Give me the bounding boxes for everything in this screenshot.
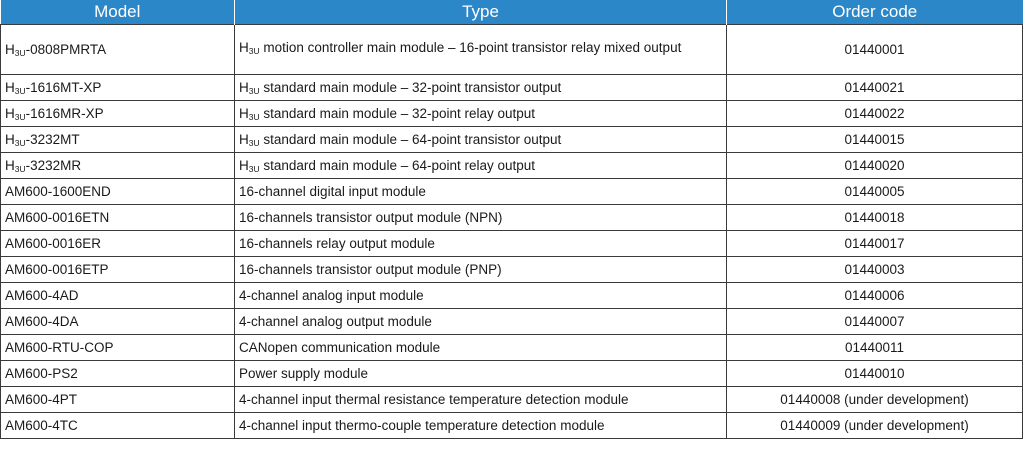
type-cell	[235, 257, 727, 283]
model-cell	[1, 413, 235, 439]
model-cell	[1, 127, 235, 153]
order-code-cell	[727, 257, 1023, 283]
series-subscript: 3U	[14, 137, 26, 148]
series-prefix: H	[239, 157, 249, 173]
order-code-cell	[727, 283, 1023, 309]
type-cell	[235, 179, 727, 205]
series-prefix: H	[5, 41, 15, 57]
type-cell-text: Power supply module	[239, 366, 369, 381]
series-subscript: 3U	[14, 163, 26, 174]
order-code-cell-text: 01440003	[844, 262, 905, 277]
table-header-row	[1, 0, 1023, 25]
type-cell-text: 16-channels relay output module	[239, 236, 435, 251]
type-cell	[235, 127, 727, 153]
series-prefix: H	[239, 40, 249, 55]
model-cell-text: AM600-4AD	[5, 288, 79, 303]
series-prefix: H	[5, 157, 15, 173]
series-prefix: H	[239, 131, 249, 147]
series-subscript: 3U	[248, 163, 260, 174]
type-cell-text: 4-channel input thermal resistance temperature detection module	[239, 392, 629, 407]
order-code-cell-text: 01440015	[844, 132, 905, 147]
model-cell-text: AM600-0016ETN	[5, 210, 110, 225]
series-subscript: 3U	[14, 111, 26, 122]
series-prefix: H	[5, 79, 15, 95]
type-cell	[235, 361, 727, 387]
model-cell-text: AM600-0016ER	[5, 236, 102, 251]
type-cell-text: 16-channel digital input module	[239, 184, 426, 199]
model-cell	[1, 205, 235, 231]
header-model: Model	[1, 0, 235, 25]
model-cell-text: AM600-4PT	[5, 392, 78, 407]
series-subscript: 3U	[248, 137, 260, 148]
table-row	[1, 153, 1023, 179]
type-cell	[235, 283, 727, 309]
series-subscript: 3U	[14, 47, 26, 58]
model-cell	[1, 257, 235, 283]
model-cell-text: -1616MR-XP	[25, 105, 104, 121]
table-row	[1, 361, 1023, 387]
order-code-cell	[727, 361, 1023, 387]
series-prefix: H	[5, 105, 15, 121]
table-row	[1, 25, 1023, 75]
table-row	[1, 413, 1023, 439]
model-cell	[1, 25, 235, 75]
model-cell-text: AM600-RTU-COP	[5, 340, 114, 355]
model-cell	[1, 387, 235, 413]
type-cell-text: 16-channels transistor output module (NPN)	[239, 210, 503, 225]
table-row	[1, 257, 1023, 283]
order-code-cell	[727, 179, 1023, 205]
order-code-cell-text: 01440022	[844, 106, 905, 121]
model-cell	[1, 283, 235, 309]
type-cell-text: 4-channel input thermo-couple temperature detection module	[239, 418, 605, 433]
series-subscript: 3U	[14, 85, 26, 96]
order-code-cell	[727, 387, 1023, 413]
model-cell	[1, 153, 235, 179]
model-cell-text: -1616MT-XP	[25, 79, 102, 95]
model-cell-text: AM600-4TC	[5, 418, 78, 433]
model-cell-text: -3232MR	[25, 157, 82, 173]
order-code-cell-text: 01440018	[844, 210, 905, 225]
model-cell	[1, 335, 235, 361]
type-cell	[235, 205, 727, 231]
order-code-cell-text: 01440017	[844, 236, 905, 251]
order-code-cell-text: 01440001	[844, 42, 905, 57]
model-cell	[1, 309, 235, 335]
table-row	[1, 75, 1023, 101]
table-row	[1, 283, 1023, 309]
series-subscript: 3U	[248, 111, 260, 122]
type-cell-text: standard main module – 32-point transistor output	[259, 79, 562, 95]
order-code-cell	[727, 413, 1023, 439]
header-order-code: Order code	[727, 0, 1023, 25]
model-cell-text: AM600-0016ETP	[5, 262, 109, 277]
model-cell	[1, 179, 235, 205]
order-code-cell-text: 01440020	[844, 158, 905, 173]
type-cell-text: standard main module – 64-point transistor output	[259, 131, 562, 147]
order-code-cell	[727, 75, 1023, 101]
type-cell-text: standard main module – 32-point relay output	[259, 105, 536, 121]
order-code-cell-text: 01440007	[844, 314, 905, 329]
table-row	[1, 231, 1023, 257]
order-code-cell-text: 01440005	[844, 184, 905, 199]
model-cell-text: AM600-4DA	[5, 314, 79, 329]
order-code-cell-text: 01440006	[844, 288, 905, 303]
model-cell-text: -3232MT	[25, 131, 80, 147]
order-code-cell	[727, 335, 1023, 361]
type-cell	[235, 231, 727, 257]
model-cell-text: -0808PMRTA	[25, 41, 107, 57]
type-cell-text: 4-channel analog input module	[239, 288, 424, 303]
table-row	[1, 127, 1023, 153]
type-cell-text: motion controller main module – 16-point transistor relay mixed output	[259, 40, 682, 55]
series-prefix: H	[5, 131, 15, 147]
table-row	[1, 387, 1023, 413]
table-row	[1, 101, 1023, 127]
order-code-cell-text: 01440021	[844, 80, 905, 95]
table-row	[1, 335, 1023, 361]
model-cell	[1, 361, 235, 387]
order-code-cell	[727, 153, 1023, 179]
type-cell-text: CANopen communication module	[239, 340, 441, 355]
type-cell-text: 16-channels transistor output module (PNP)	[239, 262, 502, 277]
table-row	[1, 309, 1023, 335]
order-code-cell	[727, 205, 1023, 231]
type-cell	[235, 101, 727, 127]
model-cell	[1, 75, 235, 101]
order-code-cell-text: 01440011	[844, 340, 905, 355]
type-cell-text: 4-channel analog output module	[239, 314, 432, 329]
series-subscript: 3U	[248, 85, 260, 96]
table-row	[1, 179, 1023, 205]
model-cell-text: AM600-PS2	[5, 366, 78, 381]
model-cell	[1, 101, 235, 127]
order-code-cell	[727, 101, 1023, 127]
type-cell-text: standard main module – 64-point relay output	[259, 157, 536, 173]
order-code-cell	[727, 309, 1023, 335]
type-cell	[235, 309, 727, 335]
series-subscript: 3U	[248, 46, 260, 56]
order-code-cell-text: 01440010	[844, 366, 905, 381]
series-prefix: H	[239, 79, 249, 95]
order-code-cell	[727, 231, 1023, 257]
order-code-cell	[727, 127, 1023, 153]
order-code-cell	[727, 25, 1023, 75]
type-cell	[235, 335, 727, 361]
type-cell	[235, 153, 727, 179]
order-code-cell-text: 01440009 (under development)	[780, 418, 969, 433]
table-body	[1, 25, 1023, 439]
model-cell	[1, 231, 235, 257]
order-code-cell-text: 01440008 (under development)	[780, 392, 969, 407]
table-row	[1, 205, 1023, 231]
type-cell	[235, 25, 727, 75]
header-type: Type	[235, 0, 727, 25]
type-cell	[235, 387, 727, 413]
type-cell	[235, 75, 727, 101]
model-cell-text: AM600-1600END	[5, 184, 111, 199]
series-prefix: H	[239, 105, 249, 121]
type-cell	[235, 413, 727, 439]
